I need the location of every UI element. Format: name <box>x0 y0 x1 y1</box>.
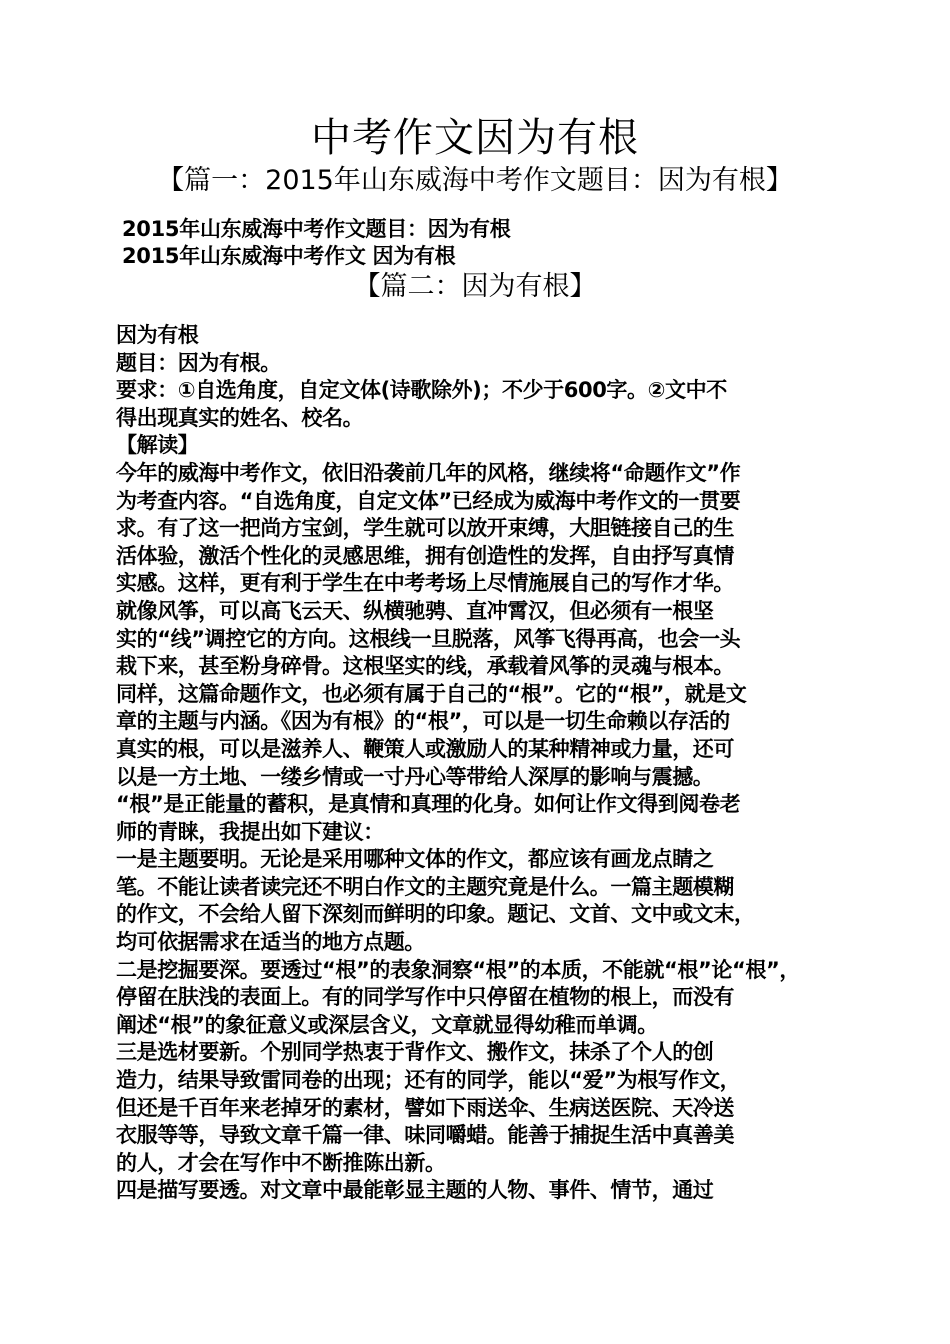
section2-heading: 【篇二：因为有根】 <box>353 271 597 302</box>
body-text-line: 为考查内容。“自选角度，自定文体”已经成为威海中考作文的一贯要 <box>116 488 741 513</box>
body-text-line: 三是选材要新。个别同学热衷于背作文、搬作文，抹杀了个人的创 <box>116 1040 714 1065</box>
body-text-line: 以是一方土地、一缕乡情或一寸丹心等带给人深厚的影响与震撼。 <box>116 764 714 789</box>
body-text-line: 实的“线”调控它的方向。这根线一旦脱落，风筝飞得再高，也会一头 <box>116 626 741 651</box>
body-text-line: 一是主题要明。无论是采用哪种文体的作文，都应该有画龙点睛之 <box>116 847 714 872</box>
body-text-line: 实感。这样，更有利于学生在中考考场上尽情施展自己的写作才华。 <box>116 571 734 596</box>
section1-line: 2015年山东威海中考作文题目：因为有根 <box>122 217 511 241</box>
body-text-line: 要求：①自选角度，自定文体(诗歌除外)；不少于600字。②文中不 <box>116 378 727 403</box>
body-text-line: 就像风筝，可以高飞云天、纵横驰骋、直冲霄汉，但必须有一根坚 <box>116 598 714 623</box>
body-text-line: 活体验，激活个性化的灵感思维，拥有创造性的发挥，自由抒写真情 <box>116 543 734 568</box>
body-text-line: 四是描写要透。对文章中最能彰显主题的人物、事件、情节，通过 <box>116 1178 714 1203</box>
body-text-line: 的人，才会在写作中不断推陈出新。 <box>116 1150 446 1175</box>
body-text-line: 栽下来，甚至粉身碎骨。这根坚实的线，承载着风筝的灵魂与根本。 <box>116 654 734 679</box>
body-text-line: 造力，结果导致雷同卷的出现；还有的同学，能以“爱”为根写作文， <box>116 1068 741 1093</box>
body-text-line: 真实的根，可以是滋养人、鞭策人或激励人的某种精神或力量，还可 <box>116 736 734 761</box>
body-text-line: 同样，这篇命题作文，也必须有属于自己的“根”。它的“根”，就是文 <box>116 681 747 706</box>
document-title: 中考作文因为有根 <box>311 115 639 161</box>
body-text <box>116 322 846 1205</box>
body-text-line: 停留在肤浅的表面上。有的同学写作中只停留在植物的根上，而没有 <box>116 985 734 1010</box>
body-text-line: 【解读】 <box>116 433 199 458</box>
body-text-line: 因为有根 <box>116 323 199 347</box>
body-text-line: 求。有了这一把尚方宝剑，学生就可以放开束缚，大胆链接自己的生 <box>116 516 734 541</box>
body-text-line: 师的青睐，我提出如下建议： <box>116 819 384 844</box>
body-text-line: 题目：因为有根。 <box>116 350 281 375</box>
body-text-line: 笔。不能让读者读完还不明白作文的主题究竟是什么。一篇主题模糊 <box>116 874 734 899</box>
body-text-line: 阐述“根”的象征意义或深层含义，文章就显得幼稚而单调。 <box>116 1012 658 1037</box>
body-text-line: “根”是正能量的蓄积，是真情和真理的化身。如何让作文得到阅卷老 <box>116 792 741 817</box>
body-text-line: 但还是千百年来老掉牙的素材，譬如下雨送伞、生病送医院、天冷送 <box>116 1095 734 1120</box>
section1-line: 2015年山东威海中考作文 因为有根 <box>122 244 456 268</box>
body-text-line: 章的主题与内涵。《因为有根》的“根”，可以是一切生命赖以存活的 <box>116 709 730 734</box>
body-text-line: 的作文，不会给人留下深刻而鲜明的印象。题记、文首、文中或文末， <box>116 902 755 927</box>
section1-heading: 【篇一：2015年山东威海中考作文题目：因为有根】 <box>157 165 793 196</box>
body-text-line: 二是挖掘要深。要透过“根”的表象洞察“根”的本质，不能就“根”论“根”， <box>116 957 801 982</box>
body-text-line: 衣服等等，导致文章千篇一律、味同嚼蜡。能善于捕捉生活中真善美 <box>116 1123 734 1148</box>
body-text-line: 今年的威海中考作文，依旧沿袭前几年的风格，继续将“命题作文”作 <box>116 460 741 485</box>
body-text-line: 得出现真实的姓名、校名。 <box>116 405 364 430</box>
body-text-line: 均可依据需求在适当的地方点题。 <box>116 930 425 955</box>
